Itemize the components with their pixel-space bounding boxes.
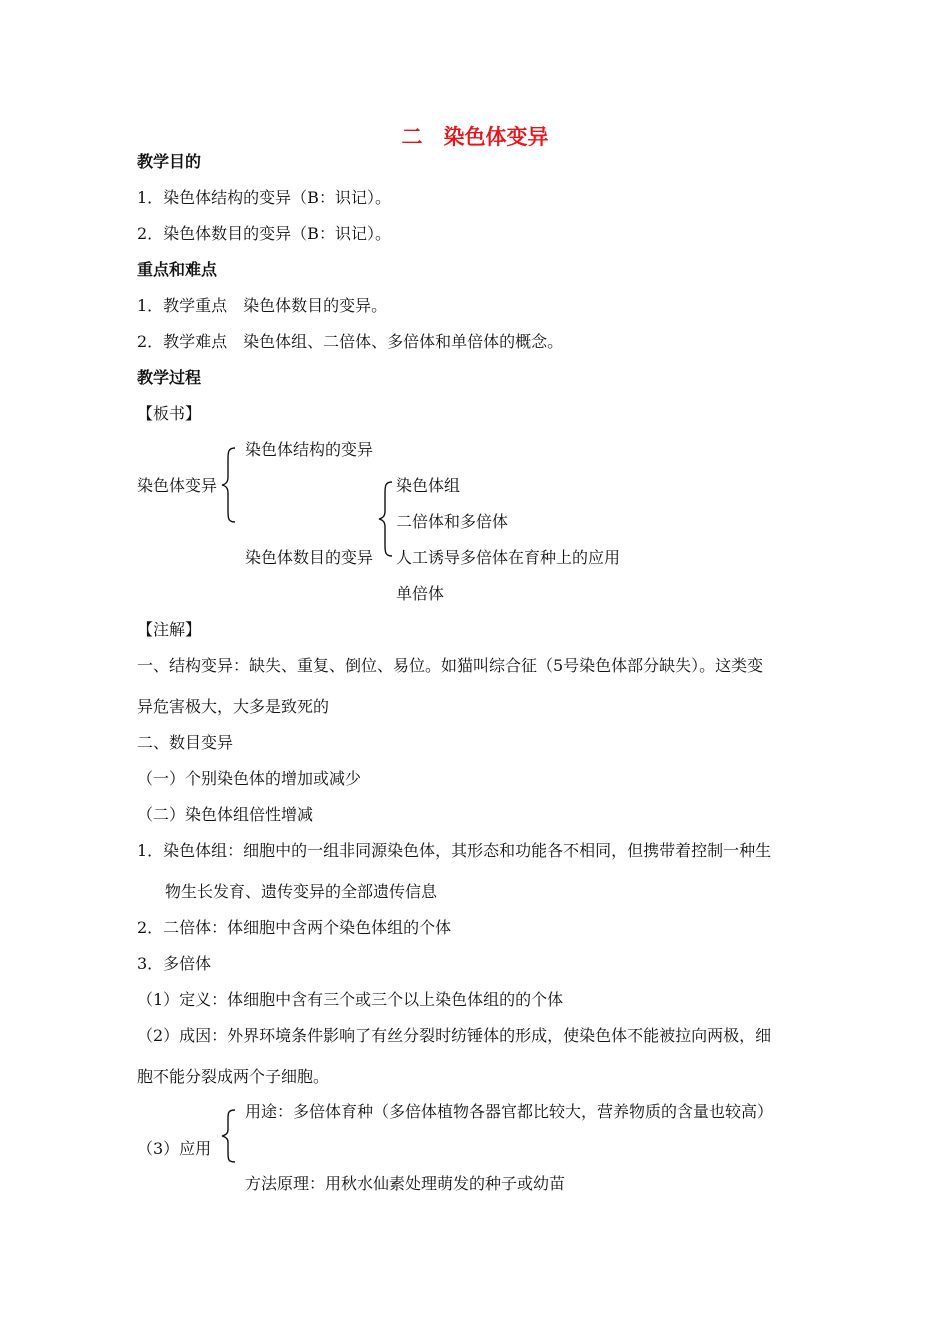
notes-item: 胞不能分裂成两个子细胞。 [137, 1067, 330, 1086]
board-branch-number: 染色体数目的变异 [245, 548, 374, 567]
notes-paragraph: 二、数目变异 [137, 733, 234, 752]
page-title: 二 染色体变异 [401, 125, 549, 149]
notes-label: 【注解】 [137, 620, 202, 639]
application-method: 方法原理：用秋水仙素处理萌发的种子或幼苗 [245, 1174, 566, 1193]
notes-paragraph: （一）个别染色体的增加或减少 [137, 769, 362, 788]
goal-item-2: 2．染色体数目的变异（B：识记）。 [137, 224, 391, 243]
board-sub-item: 染色体组 [396, 476, 461, 495]
key-point-item-1: 1．教学重点 染色体数目的变异。 [137, 296, 388, 315]
board-sub-item: 人工诱导多倍体在育种上的应用 [396, 548, 621, 567]
notes-item: 物生长发育、遗传变异的全部遗传信息 [165, 882, 438, 901]
left-brace-icon [221, 1108, 237, 1164]
notes-item: 1．染色体组：细胞中的一组非同源染色体，其形态和功能各不相同，但携带着控制一种生 [137, 841, 772, 860]
application-use: 用途：多倍体育种（多倍体植物各器官都比较大，营养物质的含量也较高） [245, 1102, 774, 1121]
goals-heading: 教学目的 [137, 152, 202, 171]
board-root: 染色体变异 [137, 476, 218, 495]
board-label: 【板书】 [137, 404, 202, 423]
goal-item-1: 1．染色体结构的变异（B：识记）。 [137, 188, 391, 207]
application-label: （3）应用 [137, 1139, 212, 1158]
notes-paragraph: （二）染色体组倍性增减 [137, 805, 314, 824]
notes-paragraph: 一、结构变异：缺失、重复、倒位、易位。如猫叫综合征（5号染色体部分缺失）。这类变 [137, 656, 764, 675]
notes-paragraph: 异危害极大，大多是致死的 [137, 697, 330, 716]
left-brace-icon [221, 446, 237, 524]
board-sub-item: 单倍体 [396, 584, 445, 603]
notes-item: 2．二倍体：体细胞中含两个染色体组的个体 [137, 918, 452, 937]
key-point-item-2: 2．教学难点 染色体组、二倍体、多倍体和单倍体的概念。 [137, 332, 564, 351]
board-sub-item: 二倍体和多倍体 [396, 512, 509, 531]
left-brace-icon [378, 480, 394, 558]
notes-item: 3．多倍体 [137, 954, 212, 973]
notes-item: （1）定义：体细胞中含有三个或三个以上染色体组的的个体 [137, 990, 564, 1009]
board-branch-structure: 染色体结构的变异 [245, 440, 374, 459]
notes-item: （2）成因：外界环境条件影响了有丝分裂时纺锤体的形成，使染色体不能被拉向两极，细 [137, 1026, 772, 1045]
key-points-heading: 重点和难点 [137, 260, 218, 279]
process-heading: 教学过程 [137, 368, 202, 387]
